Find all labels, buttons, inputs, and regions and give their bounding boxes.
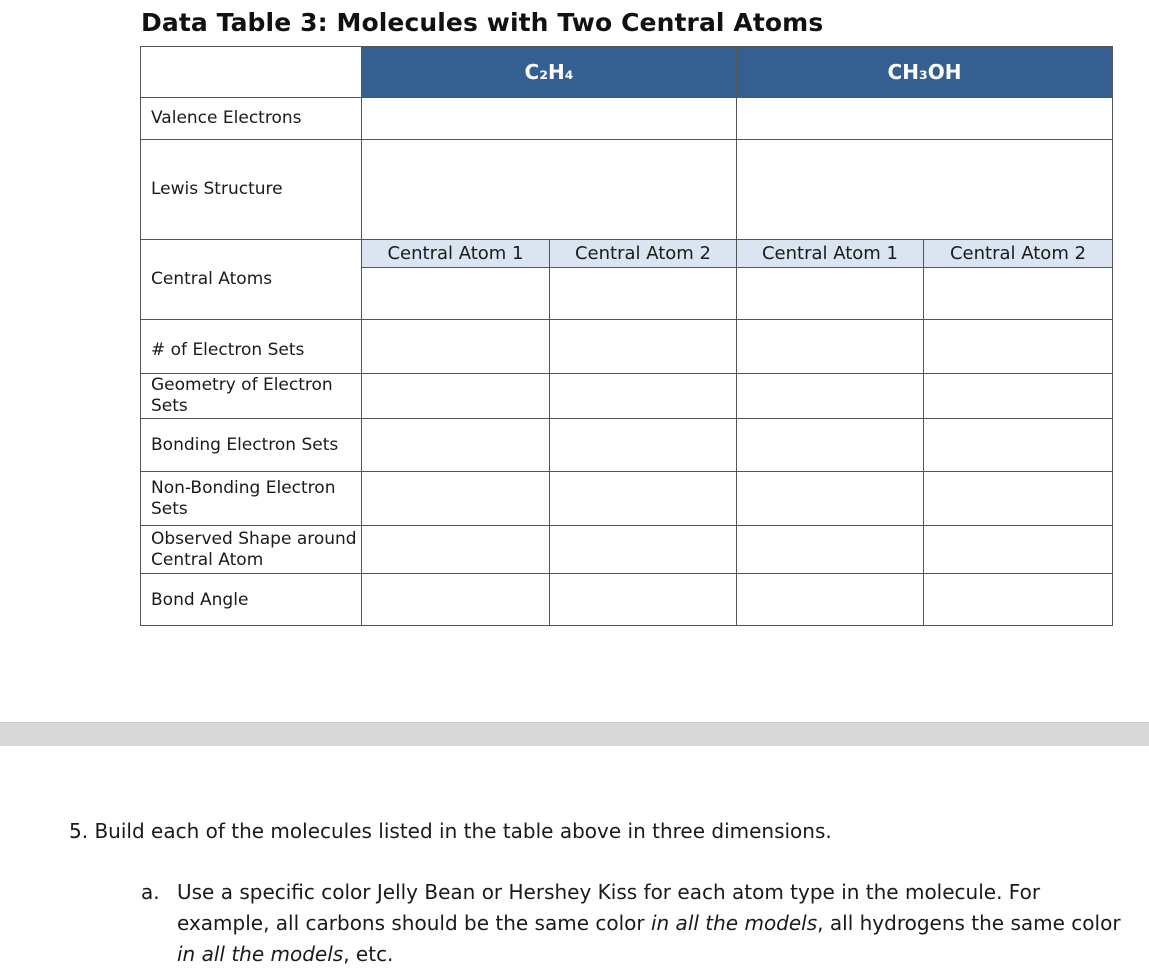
cell-c2h4-ca1-nonbonding[interactable] <box>362 472 550 526</box>
row-label-observed-shape: Observed Shape around Central Atom <box>141 526 362 574</box>
page-break-separator <box>0 722 1149 747</box>
table-row <box>141 140 1113 240</box>
cell-ch3oh-ca2-nonbonding[interactable] <box>924 472 1113 526</box>
cell-c2h4-ca2-geometry[interactable] <box>550 374 737 419</box>
data-table-3 <box>140 46 1113 626</box>
cell-c2h4-ca2-bond-angle[interactable] <box>550 574 737 626</box>
cell-c2h4-ca2-nonbonding[interactable] <box>550 472 737 526</box>
cell-ch3oh-ca2-geometry[interactable] <box>924 374 1113 419</box>
cell-c2h4-ca2-shape[interactable] <box>550 526 737 574</box>
q5a-text-part-2: , all hydrogens the same color <box>817 911 1121 935</box>
cell-ch3oh-ca2-bond-angle[interactable] <box>924 574 1113 626</box>
cell-c2h4-ca1-bond-angle[interactable] <box>362 574 550 626</box>
q5a-emphasis-1: in all the models <box>650 911 818 935</box>
cell-c2h4-lewis-structure[interactable] <box>362 140 737 240</box>
row-label-bond-angle: Bond Angle <box>141 574 362 626</box>
row-label-bonding-electron-sets: Bonding Electron Sets <box>141 419 362 472</box>
cell-ch3oh-ca2-bonding[interactable] <box>924 419 1113 472</box>
table-row <box>141 419 1113 472</box>
question-5-text: Build each of the molecules listed in the table above in three dimensions. <box>94 819 832 843</box>
cell-ch3oh-ca1-bond-angle[interactable] <box>737 574 924 626</box>
subheader-ch3oh-central-atom-1: Central Atom 1 <box>737 240 924 268</box>
subheader-c2h4-central-atom-1: Central Atom 1 <box>362 240 550 268</box>
cell-ch3oh-ca2-central-atom[interactable] <box>924 268 1113 320</box>
cell-c2h4-ca1-electron-sets[interactable] <box>362 320 550 374</box>
molecule-header-ch3oh: CH₃OH <box>737 47 1113 98</box>
cell-ch3oh-ca1-bonding[interactable] <box>737 419 924 472</box>
cell-ch3oh-ca1-nonbonding[interactable] <box>737 472 924 526</box>
table-row <box>141 526 1113 574</box>
row-label-central-atoms: Central Atoms <box>141 240 362 320</box>
cell-ch3oh-lewis-structure[interactable] <box>737 140 1113 240</box>
row-label-valence-electrons: Valence Electrons <box>141 98 362 140</box>
cell-ch3oh-ca1-electron-sets[interactable] <box>737 320 924 374</box>
table-row <box>141 320 1113 374</box>
cell-c2h4-ca1-geometry[interactable] <box>362 374 550 419</box>
table-row <box>141 472 1113 526</box>
row-label-electron-sets: # of Electron Sets <box>141 320 362 374</box>
question-5a <box>141 877 1121 970</box>
cell-c2h4-valence-electrons[interactable] <box>362 98 737 140</box>
subheader-ch3oh-central-atom-2: Central Atom 2 <box>924 240 1113 268</box>
question-5-number: 5. <box>69 819 89 843</box>
table-row <box>141 574 1113 626</box>
question-5a-marker: a. <box>141 880 160 904</box>
table-row <box>141 98 1113 140</box>
page-title: Data Table 3: Molecules with Two Central Atoms <box>141 8 824 37</box>
cell-ch3oh-valence-electrons[interactable] <box>737 98 1113 140</box>
q5a-emphasis-2: in all the models <box>177 942 344 966</box>
cell-c2h4-ca1-central-atom[interactable] <box>362 268 550 320</box>
cell-ch3oh-ca1-shape[interactable] <box>737 526 924 574</box>
cell-c2h4-ca2-central-atom[interactable] <box>550 268 737 320</box>
corner-cell <box>141 47 362 98</box>
cell-ch3oh-ca2-shape[interactable] <box>924 526 1113 574</box>
row-label-nonbonding-electron-sets: Non-Bonding Electron Sets <box>141 472 362 526</box>
cell-ch3oh-ca1-central-atom[interactable] <box>737 268 924 320</box>
q5a-text-part-1: Use a specific color Jelly Bean or Hershey Kiss for each atom type in the molecule. For example, all carbons should be the same color <box>177 880 1041 935</box>
cell-c2h4-ca1-shape[interactable] <box>362 526 550 574</box>
question-5 <box>69 818 832 844</box>
question-5a-text <box>177 877 1121 970</box>
table-row <box>141 374 1113 419</box>
row-label-lewis-structure: Lewis Structure <box>141 140 362 240</box>
header-row <box>141 47 1113 98</box>
central-atom-subheader-row <box>141 240 1113 268</box>
row-label-geometry-electron-sets: Geometry of Electron Sets <box>141 374 362 419</box>
cell-c2h4-ca2-electron-sets[interactable] <box>550 320 737 374</box>
cell-ch3oh-ca2-electron-sets[interactable] <box>924 320 1113 374</box>
q5a-text-part-3: , etc. <box>343 942 394 966</box>
cell-c2h4-ca2-bonding[interactable] <box>550 419 737 472</box>
cell-c2h4-ca1-bonding[interactable] <box>362 419 550 472</box>
subheader-c2h4-central-atom-2: Central Atom 2 <box>550 240 737 268</box>
cell-ch3oh-ca1-geometry[interactable] <box>737 374 924 419</box>
molecule-header-c2h4: C₂H₄ <box>362 47 737 98</box>
